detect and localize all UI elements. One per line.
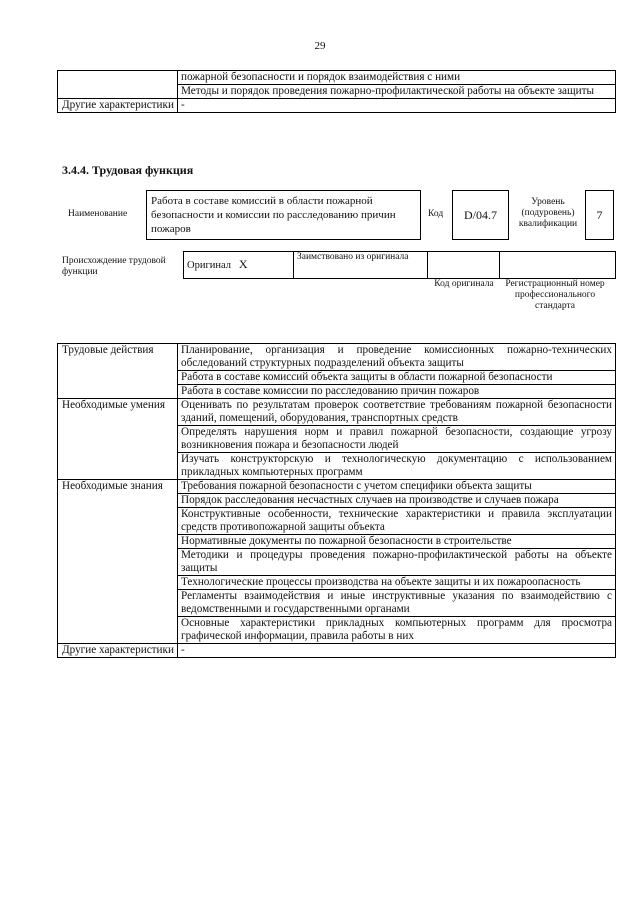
table-row xyxy=(58,399,616,426)
table-row xyxy=(58,644,616,658)
knowledge-item: Нормативные документы по пожарной безопасности в строительстве xyxy=(178,535,616,549)
name-value-box xyxy=(146,190,421,240)
original-cell xyxy=(184,252,294,279)
table-row xyxy=(58,344,616,371)
section-heading: 3.4.4. Трудовая функция xyxy=(62,163,194,177)
skill-item: Определять нарушения норм и правил пожарной безопасности, создающие угрозу возникновения пожара и безопасности людей xyxy=(178,426,616,453)
labor-actions-label: Трудовые действия xyxy=(58,344,178,399)
code-label: Код xyxy=(428,209,444,219)
origin-table xyxy=(183,251,616,279)
original-mark: X xyxy=(238,257,248,271)
top-table-cell: Методы и порядок проведения пожарно-профилактической работы на объекте защиты xyxy=(178,85,616,99)
level-value: 7 xyxy=(596,208,603,222)
top-table-empty-label xyxy=(58,71,178,99)
knowledge-item: Регламенты взаимодействия и иные инструктивные указания по взаимодействию с ведомственными и государственными органами xyxy=(178,590,616,617)
origin-label: Происхождение трудовой функции xyxy=(62,256,166,277)
origin-reg-cell xyxy=(500,252,616,279)
labor-action-item: Работа в составе комиссии по расследованию причин пожаров xyxy=(178,385,616,399)
origin-code-cell xyxy=(428,252,500,279)
knowledge-item: Конструктивные особенности, технические характеристики и правила эксплуатации средств противопожарной защиты объекта xyxy=(178,508,616,535)
top-table-cell: пожарной безопасности и порядок взаимодействия с ними xyxy=(178,71,616,85)
knowledge-item: Основные характеристики прикладных компьютерных программ для просмотра графической информации, правила работы в них xyxy=(178,617,616,644)
other-characteristics-label: Другие характеристики xyxy=(58,99,178,113)
skill-item: Оценивать по результатам проверок соответствие требованиям пожарной безопасности зданий, помещений, оборудования, транспортных средств xyxy=(178,399,616,426)
code-value: D/04.7 xyxy=(464,208,497,222)
skill-item: Изучать конструкторскую и технологическую документацию с использованием прикладных компьютерных программ xyxy=(178,453,616,480)
other-characteristics-value: - xyxy=(178,99,616,113)
labor-action-item: Планирование, организация и проведение комиссионных пожарно-технических обследований структурных подразделений объекта защиты xyxy=(178,344,616,371)
table-row xyxy=(58,99,616,113)
function-name: Работа в составе комиссий в области пожарной безопасности и комиссии по расследованию причин пожаров xyxy=(151,195,396,235)
knowledge-label: Необходимые знания xyxy=(58,480,178,644)
page-number: 29 xyxy=(314,40,326,52)
code-value-box xyxy=(452,190,509,240)
other-label: Другие характеристики xyxy=(58,644,178,658)
code-caption: Код оригинала xyxy=(434,279,494,289)
knowledge-item: Методики и процедуры проведения пожарно-профилактической работы на объекте защиты xyxy=(178,549,616,576)
other-value: - xyxy=(178,644,616,658)
main-table xyxy=(57,343,616,658)
table-row xyxy=(58,71,616,85)
knowledge-item: Требования пожарной безопасности с учетом специфики объекта защиты xyxy=(178,480,616,494)
borrowed-label: Заимствовано из оригинала xyxy=(294,252,428,279)
reg-caption: Регистрационный номер профессионального стандарта xyxy=(505,279,605,311)
top-table xyxy=(57,70,616,113)
original-label: Оригинал xyxy=(187,260,231,271)
labor-action-item: Работа в составе комиссий объекта защиты в области пожарной безопасности xyxy=(178,371,616,385)
table-row xyxy=(58,480,616,494)
level-label: Уровень (подуровень) квалификации xyxy=(518,197,578,229)
knowledge-item: Технологические процессы производства на объекте защиты и их пожароопасность xyxy=(178,576,616,590)
knowledge-item: Порядок расследования несчастных случаев на производстве и случаев пожара xyxy=(178,494,616,508)
level-value-box xyxy=(585,190,614,240)
skills-label: Необходимые умения xyxy=(58,399,178,480)
name-label: Наименование xyxy=(68,209,128,219)
